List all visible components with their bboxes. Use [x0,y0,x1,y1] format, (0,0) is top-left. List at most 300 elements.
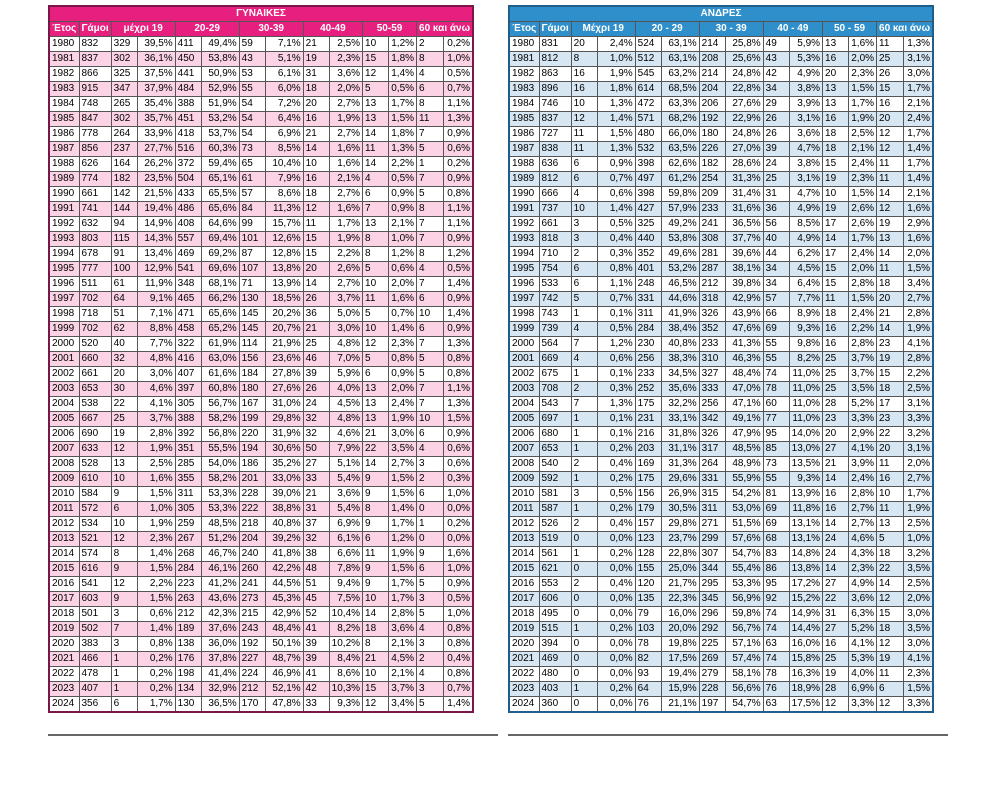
table-cell: 87 [239,247,265,262]
table-cell: 1987 [49,142,79,157]
table-cell: 21 [303,37,329,52]
table-cell: 718 [79,307,111,322]
table-cell: 2,2% [904,367,933,382]
table-cell: 231 [635,412,661,427]
table-cell: 3 [111,637,137,652]
table-cell: 532 [635,142,661,157]
table-cell: 0,9% [444,322,473,337]
table-cell: 12,9% [137,262,175,277]
table-cell: 401 [635,262,661,277]
table-cell: 51,2% [201,532,239,547]
table-cell: 46,7% [201,547,239,562]
table-cell: 0,2% [597,682,635,697]
table-cell: 352 [635,247,661,262]
table-cell: 347 [111,82,137,97]
table-cell: 17 [877,397,904,412]
table-cell: 39 [763,142,789,157]
table-cell: 9 [363,577,389,592]
table-cell: 13 [111,457,137,472]
table-cell: 10 [571,97,597,112]
table-cell: 18 [877,382,904,397]
table-cell: 0,7% [444,82,473,97]
table-row [509,82,933,97]
table-cell: 18 [877,622,904,637]
table-cell: 15,7% [265,217,303,232]
table-cell: 31,3% [661,457,699,472]
table-cell: 748 [79,97,111,112]
table-cell: 3,0% [904,637,933,652]
table-cell: 222 [239,502,265,517]
table-row [509,52,933,67]
table-cell: 2001 [49,352,79,367]
table-cell: 11 [877,502,904,517]
table-cell: 1,0% [137,502,175,517]
table-cell: 31 [763,187,789,202]
table-cell: 54,0% [201,457,239,472]
table-cell: 4 [417,667,444,682]
table-cell: 25,8% [725,37,763,52]
women-header-0: Έτος [49,22,79,37]
table-row [49,157,473,172]
table-cell: 7,1% [137,307,175,322]
table-cell: 27 [303,457,329,472]
table-cell: 4,1% [849,442,877,457]
table-cell: 29,6% [661,472,699,487]
table-cell: 33,1% [661,412,699,427]
table-cell: 167 [239,397,265,412]
table-cell: 418 [175,127,201,142]
table-cell: 69,4% [201,232,239,247]
table-cell: 59,8% [661,187,699,202]
table-cell: 22 [363,442,389,457]
table-cell: 2005 [509,412,539,427]
table-cell: 0,1% [597,427,635,442]
table-cell: 1,3% [904,37,933,52]
table-cell: 818 [539,232,571,247]
table-cell: 4,8% [137,352,175,367]
table-cell: 18 [823,307,849,322]
table-cell: 526 [539,517,571,532]
table-cell: 5,4% [329,472,362,487]
table-cell: 17 [823,217,849,232]
men-panel [508,5,934,713]
table-row [509,442,933,457]
table-cell: 4,8% [329,412,362,427]
table-cell: 10 [417,307,444,322]
table-row [49,427,473,442]
table-cell: 13 [877,232,904,247]
table-cell: 7 [417,217,444,232]
table-cell: 325 [111,67,137,82]
table-cell: 3,0% [904,67,933,82]
table-cell: 315 [699,487,725,502]
table-cell: 896 [539,82,571,97]
table-cell: 1 [111,652,137,667]
table-cell: 19 [303,52,329,67]
table-cell: 85 [763,442,789,457]
table-cell: 739 [539,322,571,337]
table-cell: 24 [823,532,849,547]
table-cell: 36,5% [201,697,239,713]
table-row [49,562,473,577]
table-cell: 299 [699,532,725,547]
table-cell: 3,7% [329,292,362,307]
table-cell: 1 [571,502,597,517]
table-cell: 1,7% [849,97,877,112]
table-cell: 56,6% [725,682,763,697]
table-row [509,67,933,82]
table-cell: 12 [111,442,137,457]
table-cell: 227 [239,652,265,667]
table-cell: 0,8% [444,367,473,382]
table-cell: 169 [635,457,661,472]
table-cell: 53,3% [201,502,239,517]
table-cell: 12 [877,697,904,713]
table-cell: 1982 [509,67,539,82]
table-cell: 1987 [509,142,539,157]
table-cell: 0,9% [389,202,417,217]
table-cell: 394 [539,637,571,652]
table-cell: 31 [823,607,849,622]
table-cell: 8 [363,637,389,652]
table-cell: 37,5% [137,67,175,82]
table-cell: 25,6% [725,52,763,67]
table-cell: 53,2% [201,112,239,127]
table-cell: 1,9% [849,112,877,127]
table-cell: 6 [417,487,444,502]
table-cell: 20 [877,442,904,457]
table-cell: 212 [175,607,201,622]
men-header-1: Γάμοι [539,22,571,37]
table-cell: 175 [635,472,661,487]
table-cell: 0,4% [597,232,635,247]
table-cell: 2,5% [849,127,877,142]
table-cell: 47,8% [265,697,303,713]
table-cell: 572 [79,502,111,517]
table-cell: 388 [175,412,201,427]
table-cell: 5 [417,577,444,592]
table-row [509,202,933,217]
table-cell: 11,0% [789,382,822,397]
table-cell: 84 [239,202,265,217]
table-cell: 7 [111,622,137,637]
table-cell: 16 [303,172,329,187]
table-cell: 34,5% [661,367,699,382]
table-cell: 49,6% [661,247,699,262]
table-cell: 9,3% [789,322,822,337]
table-cell: 36,1% [137,52,175,67]
table-cell: 302 [111,52,137,67]
table-cell: 5 [363,262,389,277]
table-cell: 1,9% [329,112,362,127]
table-cell: 13 [363,382,389,397]
table-cell: 441 [175,67,201,82]
table-cell: 51,9% [201,97,239,112]
table-cell: 9 [363,472,389,487]
table-cell: 6 [417,562,444,577]
table-cell: 561 [539,547,571,562]
table-cell: 1,9% [597,67,635,82]
table-cell: 46,5% [661,277,699,292]
table-cell: 0 [417,502,444,517]
table-cell: 0,6% [597,352,635,367]
table-cell: 21 [877,307,904,322]
table-cell: 179 [635,502,661,517]
table-cell: 1,6% [329,142,362,157]
table-cell: 4,0% [329,382,362,397]
table-cell: 666 [539,187,571,202]
table-cell: 4,5% [329,397,362,412]
table-cell: 3,1% [789,112,822,127]
table-cell: 331 [635,292,661,307]
table-cell: 1984 [509,97,539,112]
table-cell: 20,2% [265,307,303,322]
table-cell: 7,0% [329,352,362,367]
table-row [49,472,473,487]
table-cell: 34 [763,262,789,277]
table-cell: 10,3% [329,682,362,697]
table-cell: 21,7% [661,577,699,592]
table-cell: 9,3% [329,697,362,713]
table-cell: 9 [363,562,389,577]
table-cell: 4,5% [789,262,822,277]
table-cell: 16,0% [789,637,822,652]
table-cell: 62,6% [661,157,699,172]
table-cell: 2015 [49,562,79,577]
table-cell: 3 [571,217,597,232]
table-cell: 25 [303,337,329,352]
table-cell: 15 [303,247,329,262]
table-cell: 0,2% [137,652,175,667]
table-cell: 13,8% [265,262,303,277]
table-cell: 55 [239,82,265,97]
table-cell: 0 [571,652,597,667]
table-cell: 0,2% [597,547,635,562]
table-cell: 5 [571,292,597,307]
table-cell: 50,9% [201,67,239,82]
table-cell: 675 [539,367,571,382]
table-cell: 3,0% [329,322,362,337]
table-cell: 1,6% [137,472,175,487]
table-cell: 78 [763,382,789,397]
table-cell: 0,1% [597,307,635,322]
table-cell: 5,1% [329,457,362,472]
table-cell: 107 [239,262,265,277]
women-header-2: μέχρι 19 [111,22,175,37]
table-cell: 3,6% [789,127,822,142]
table-cell: 21 [363,427,389,442]
table-cell: 74 [763,622,789,637]
table-cell: 515 [539,622,571,637]
table-cell: 7 [417,232,444,247]
table-cell: 15 [823,262,849,277]
table-cell: 44,5% [265,577,303,592]
table-cell: 1,3% [597,97,635,112]
table-cell: 142 [111,187,137,202]
table-cell: 18 [303,187,329,202]
table-cell: 254 [699,172,725,187]
table-cell: 8,2% [789,352,822,367]
table-cell: 10,2% [329,637,362,652]
table-row [509,397,933,412]
table-cell: 1 [111,667,137,682]
table-cell: 0,0% [597,562,635,577]
table-cell: 3,0% [389,427,417,442]
table-cell: 1,5% [597,127,635,142]
table-cell: 259 [175,517,201,532]
table-cell: 57,4% [725,652,763,667]
table-cell: 76 [763,682,789,697]
table-cell: 0,6% [444,442,473,457]
table-cell: 43 [763,52,789,67]
table-cell: 74 [763,607,789,622]
table-cell: 36 [303,307,329,322]
table-cell: 260 [239,562,265,577]
table-cell: 10 [877,487,904,502]
table-cell: 38,3% [661,352,699,367]
table-cell: 5 [363,307,389,322]
table-row [49,322,473,337]
table-cell: 14 [823,517,849,532]
table-cell: 1,4% [597,202,635,217]
table-cell: 702 [79,322,111,337]
table-cell: 2022 [509,667,539,682]
table-cell: 28,6% [725,157,763,172]
table-cell: 73 [763,457,789,472]
table-cell: 12 [111,577,137,592]
table-cell: 31,8% [661,427,699,442]
table-cell: 228 [699,682,725,697]
table-cell: 10 [823,187,849,202]
table-cell: 603 [79,592,111,607]
table-cell: 1,5% [389,472,417,487]
table-cell: 6 [111,502,137,517]
table-cell: 66,2% [201,292,239,307]
table-cell: 9,3% [789,472,822,487]
table-cell: 6 [877,682,904,697]
table-cell: 94 [111,217,137,232]
table-cell: 2,5% [904,517,933,532]
table-cell: 29,8% [661,517,699,532]
table-cell: 14 [877,187,904,202]
table-cell: 778 [79,127,111,142]
table-row [49,457,473,472]
table-cell: 356 [79,697,111,713]
table-cell: 16 [571,67,597,82]
table-cell: 11 [363,142,389,157]
table-cell: 61,2% [661,172,699,187]
table-cell: 5 [417,142,444,157]
table-cell: 220 [239,427,265,442]
table-cell: 62 [111,322,137,337]
table-cell: 6 [417,82,444,97]
table-cell: 20,7% [265,322,303,337]
table-cell: 241 [699,217,725,232]
table-cell: 1996 [509,277,539,292]
table-cell: 2011 [49,502,79,517]
men-header-0: Έτος [509,22,539,37]
table-cell: 541 [79,577,111,592]
table-cell: 58,1% [725,667,763,682]
table-cell: 8,8% [137,322,175,337]
table-cell: 284 [175,562,201,577]
table-cell: 41,8% [265,547,303,562]
table-cell: 226 [699,142,725,157]
table-row [509,427,933,442]
table-cell: 15 [877,82,904,97]
table-cell: 9 [111,592,137,607]
table-cell: 3,1% [904,442,933,457]
table-cell: 54 [239,127,265,142]
table-cell: 14,0% [789,427,822,442]
table-cell: 123 [635,532,661,547]
table-cell: 3,4% [904,277,933,292]
table-cell: 19 [877,352,904,367]
table-cell: 0,2% [597,472,635,487]
table-cell: 69,6% [201,262,239,277]
table-cell: 243 [239,622,265,637]
table-cell: 284 [635,322,661,337]
table-cell: 2,1% [329,172,362,187]
table-cell: 653 [79,382,111,397]
table-cell: 497 [635,172,661,187]
table-cell: 6,4% [789,277,822,292]
table-cell: 616 [79,562,111,577]
table-cell: 0,3% [444,472,473,487]
table-cell: 212 [239,682,265,697]
table-cell: 2002 [509,367,539,382]
table-cell: 915 [79,82,111,97]
table-cell: 633 [79,442,111,457]
table-cell: 77 [763,412,789,427]
table-cell: 101 [239,232,265,247]
table-cell: 20 [571,37,597,52]
table-cell: 18,5% [265,292,303,307]
table-cell: 2008 [509,457,539,472]
table-cell: 53,8% [661,232,699,247]
table-cell: 2,0% [389,277,417,292]
table-cell: 26,9% [661,487,699,502]
table-cell: 16 [877,97,904,112]
table-cell: 23 [877,412,904,427]
table-cell: 64 [111,292,137,307]
table-cell: 4 [417,67,444,82]
table-cell: 7,9% [265,172,303,187]
table-cell: 0,5% [389,172,417,187]
table-cell: 13 [363,112,389,127]
table-cell: 46 [303,352,329,367]
table-cell: 56,7% [201,397,239,412]
table-cell: 2 [417,37,444,52]
table-cell: 440 [635,232,661,247]
table-cell: 10,4% [265,157,303,172]
table-cell: 11 [363,292,389,307]
table-cell: 0,9% [444,172,473,187]
table-cell: 416 [175,352,201,367]
table-cell: 63 [763,697,789,713]
table-row [509,637,933,652]
table-cell: 57,6% [725,532,763,547]
table-cell: 46,1% [201,562,239,577]
table-cell: 19,4% [661,667,699,682]
table-cell: 21 [823,457,849,472]
table-row [509,517,933,532]
table-cell: 41,4% [201,667,239,682]
table-cell: 52,1% [265,682,303,697]
table-cell: 2 [417,472,444,487]
table-cell: 8 [417,97,444,112]
table-cell: 564 [539,337,571,352]
